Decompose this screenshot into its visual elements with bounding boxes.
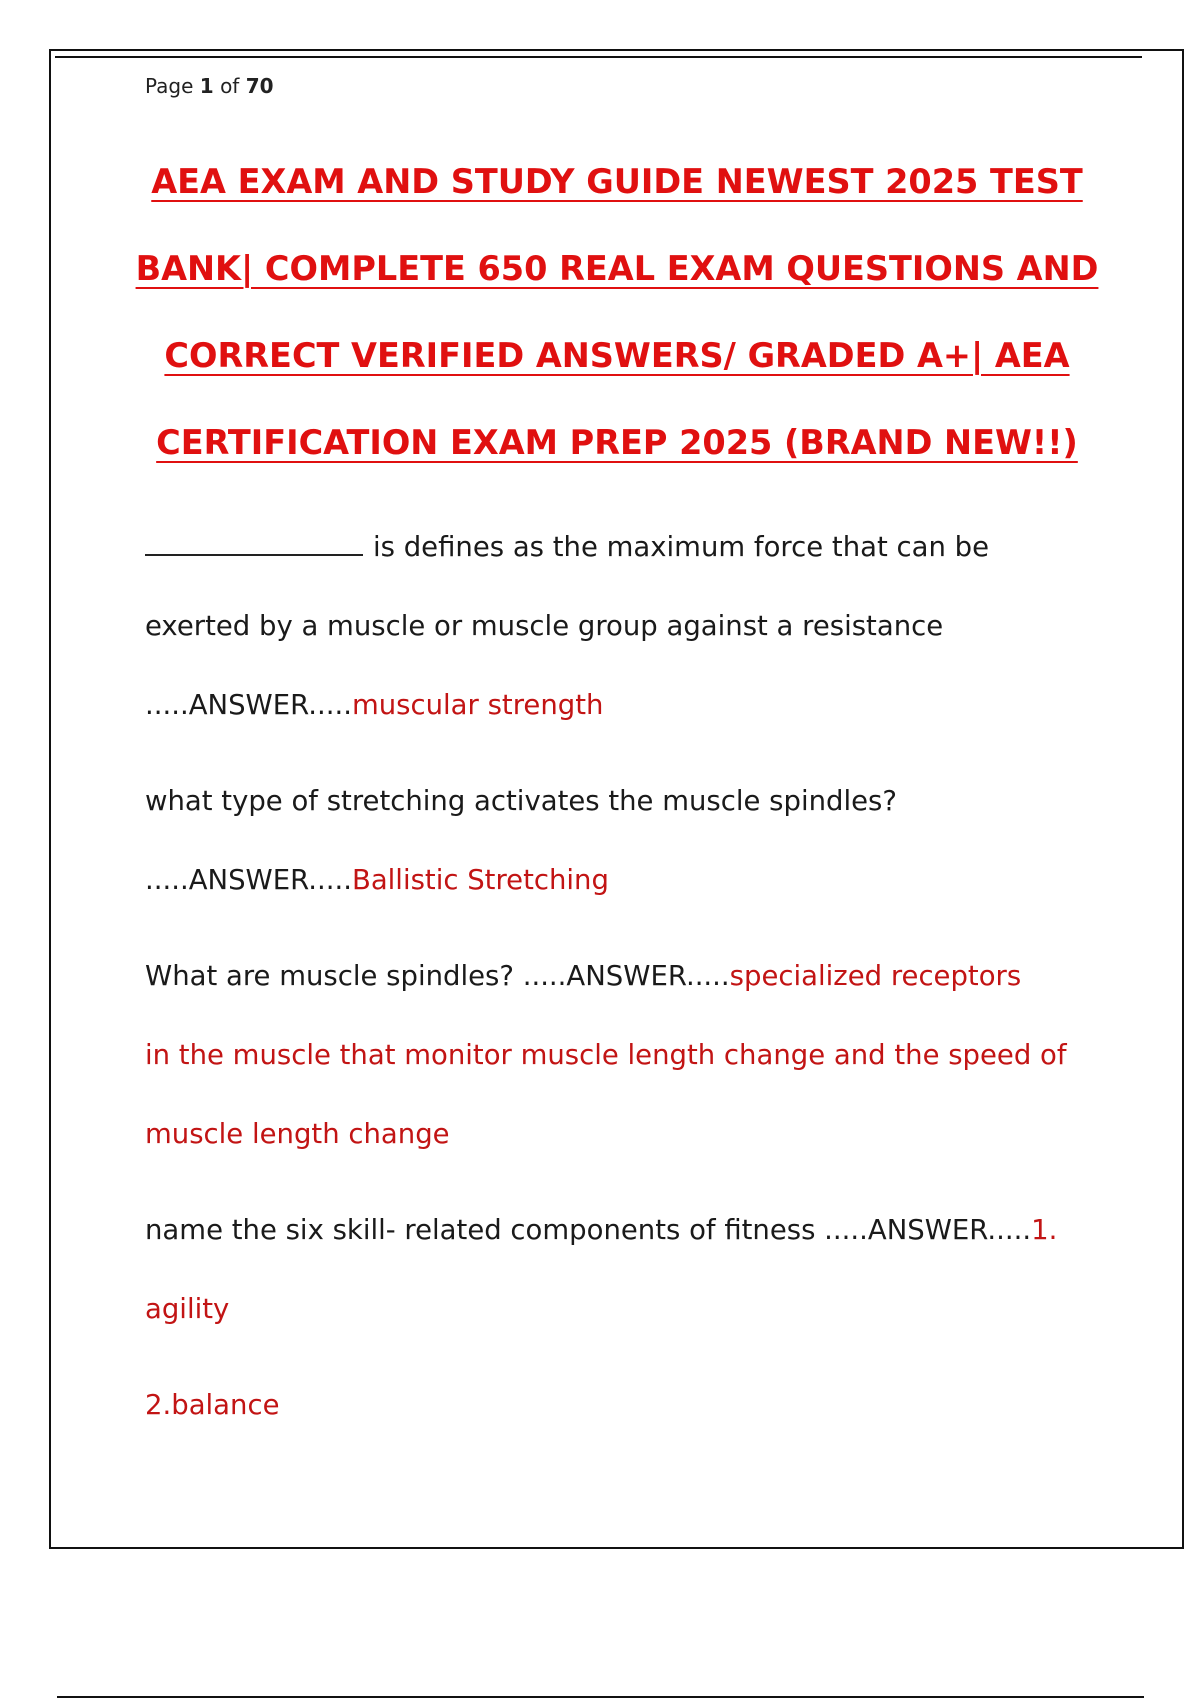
- question-1-answer: .....ANSWER.....muscular strength: [145, 689, 604, 721]
- title-line: AEA EXAM AND STUDY GUIDE NEWEST 2025 TEST: [151, 162, 1083, 201]
- top-rule: [55, 56, 1142, 58]
- question-3-answer-line-3: muscle length change: [145, 1118, 450, 1150]
- page-number: Page 1 of 70: [145, 74, 274, 98]
- question-4-answer-line-3: 2.balance: [145, 1389, 280, 1421]
- question-3-answer-line-2: in the muscle that monitor muscle length change and the speed of: [145, 1039, 1067, 1071]
- title-line: CERTIFICATION EXAM PREP 2025 (BRAND NEW!!): [156, 423, 1078, 462]
- question-4: name the six skill- related components of fitness .....ANSWER.....1.: [145, 1214, 1058, 1246]
- question-4-answer-line-2: agility: [145, 1293, 230, 1325]
- document-title: [120, 138, 1114, 486]
- question-3: What are muscle spindles? .....ANSWER.....specialized receptors: [145, 960, 1022, 992]
- bottom-rule: [57, 1696, 1144, 1698]
- title-line: BANK| COMPLETE 650 REAL EXAM QUESTIONS AND: [135, 249, 1099, 288]
- title-line: CORRECT VERIFIED ANSWERS/ GRADED A+| AEA: [164, 336, 1070, 375]
- question-2-answer: .....ANSWER.....Ballistic Stretching: [145, 864, 609, 896]
- fill-in-blank: [145, 528, 363, 556]
- qa-content: [145, 508, 1095, 1445]
- question-2: what type of stretching activates the muscle spindles?: [145, 785, 897, 817]
- question-1-line-1: is defines as the maximum force that can be: [145, 508, 1095, 587]
- question-1-line-2: exerted by a muscle or muscle group against a resistance: [145, 610, 944, 642]
